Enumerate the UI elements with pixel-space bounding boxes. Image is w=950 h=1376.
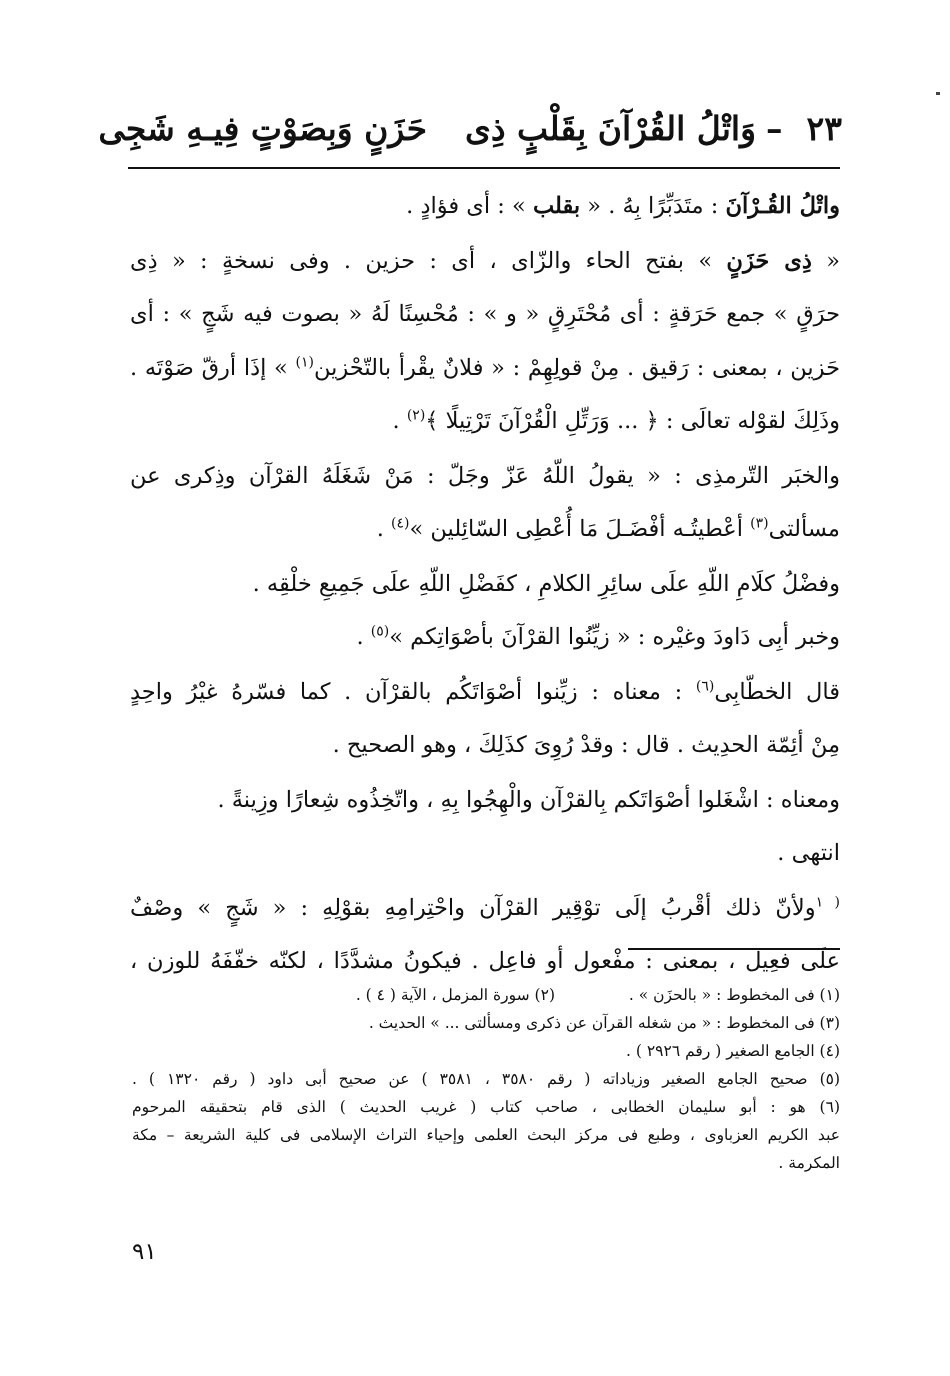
body-line: انتهى . [777,840,840,866]
body-line: وفضْلُ كلَامِ اللّهِ علَى سائِرِ الكلامِ ، كفَضْلِ اللّهِ علَى جَمِيعِ خلْقِه . [252,570,840,597]
body-line: واتْلُ القُـرْآنَ : متَدَبِّرًا بِهُ . « بقلب » : أى فؤادٍ . [406,193,840,219]
footnote-6-cont: عبد الكريم العزباوى ، وطبع فى مركز البحث العلمى وإحياء التراث الإسلامى فى كلية الشريعة – مكة [132,1126,840,1144]
body-line: وذَلِكَ لقوْله تعالَى : ﴿ ... وَرَتِّلِ الْقُرْآنَ تَرْتِيلًا ﴾$^{(٢)}$ . [392,407,840,434]
section-heading [98,98,842,160]
footnote-4: (٤) الجامع الصغير ( رقم ٢٩٢٦ ) . [626,1042,840,1060]
footnote-ref: (٦) [695,678,715,694]
footnote-ref: (١) [295,354,314,370]
body-line: حَزين ، بمعنى : رَقيق . مِنْ قولِهِمْ : « فلانٌ يقْرأ بالتّحْزين$^{(١)}$ » إذَا أرقّ صَوْتَه . [130,354,840,381]
body-line: $^{( ١}$ولأنّ ذلك أقْربُ إلَى توْقِير القرْآن واحْتِرامِهِ بقوْلِهِ : « شَجٍ » وصْفٌ [130,894,840,921]
commentary-body [130,180,840,989]
body-line: علَى فعِيل ، بمعنى : مفْعول أو فاعِل . فيكونُ مشدَّدًا ، لكنّه خفّفَهُ للوزن ، [130,948,840,974]
body-line: والخبَر التّرمذِى : « يقولُ اللّهُ عَزّ وجَلّ : مَنْ شَغَلَهُ القرْآن وذِكرى عن [130,462,840,489]
footnote-5: (٥) صحيح الجامع الصغير وزياداته ( رقم ٣٥٨٠ ، ٣٥٨١ ) عن صحيح أبى داود ( رقم ١٣٢٠ ) . [132,1070,841,1088]
footnote-1: (١) فى المخطوط : « بالحزَن » . [628,986,840,1004]
heading-rule [128,167,840,169]
footnote-ref: (٥) [370,623,390,640]
footnote-2: (٢) سورة المزمل ، الآية ( ٤ ) . [355,986,555,1004]
footnote-6: (٦) هو : أبو سليمان الخطابى ، صاحب كتاب ( غريب الحديث ) الذى قام بتحقيقه المرحوم [132,1098,840,1116]
footnote-mark: ( ١ [815,894,840,910]
footnote-ref: (٣) [750,515,769,532]
footnotes [132,981,840,1177]
body-line: حرَقٍ » جمع حَرَقةٍ : أى مُحْتَرِقٍ « و » : مُحْسِنًا لَهُ « بصوت فيه شَجٍ » : أى [130,301,840,327]
footnote-ref: (٢) [406,407,426,424]
footnote-ref: (٤) [391,515,410,532]
body-line: مسألتى$^{(٣)}$ أعْطيتُـه أفْضَـلَ مَا أُعْطِى السّائِلين »$^{(٤)}$ . [376,515,840,542]
footnote-line [132,981,840,1009]
body-line: مِنْ أئِمّة الحدِيث . قال : وقدْ رُوِىَ كذَلِكَ ، وهو الصحيح . [332,732,840,758]
footnote-rule [628,948,840,950]
body-line: ومعناه : اشْغَلوا أصْوَاتَكم بِالقرْآن والْهِجُوا بِهِ ، واتّخِذُوه شِعارًا وزِينةً . [217,786,840,813]
footnote-6-end: المكرمة . [778,1154,840,1172]
body-line: وخبر أبِى دَاودَ وغيْره : « زيِّنُوا القرْآنَ بأصْوَاتِكم »$^{(٥)}$ . [356,623,840,650]
heading-verse-first-half: وَاتْلُ القُرْآنَ بِقَلْبٍ ذِى [465,109,757,148]
heading-separator: – [766,109,783,148]
scan-speck [936,92,940,95]
footnote-3: (٣) فى المخطوط : « من شغله القرآن عن ذكرى ومسألتى ... » الحديث . [368,1014,840,1032]
body-line: « ذِى حَزَنٍ » بفتح الحاء والزّاى ، أى : حزين . وفى نسخةٍ : « ذِى [130,247,840,274]
section-number: ٢٣ [806,109,842,148]
page-number: ٩١ [132,1239,157,1265]
heading-verse-second-half: حَزَنٍ وَبِصَوْتٍ فِيـهِ شَجِى [98,109,428,148]
body-line: قال الخطّابِى$^{(٦)}$ : معناه : زيِّنوا أصْوَاتَكُم بالقرْآن . كما فسّرهُ غيْرُ واحِدٍ [130,678,841,705]
